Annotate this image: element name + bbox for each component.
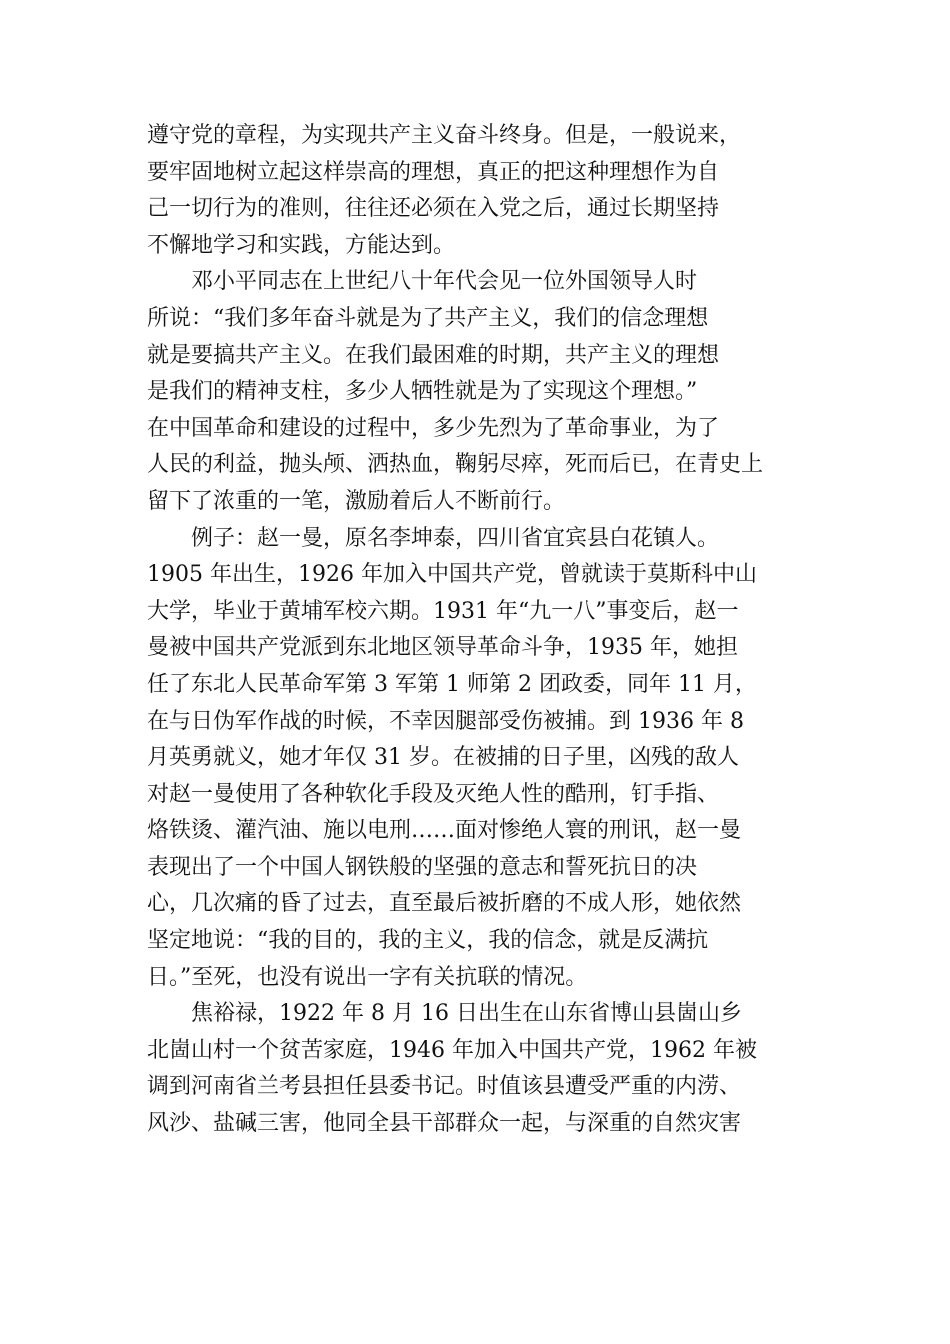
document-page	[147, 118, 807, 1143]
paragraph-1: 遵守党的章程，为实现共产主义奋斗终身。但是，一般说来， 要牢固地树立起这样崇高的理想，真正的把这种理想作为自 己一切行为的准则，往往还必须在入党之后，通过长期坚持 不懈地学习和实践，方能达到。	[147, 123, 742, 258]
paragraph-3: 例子：赵一曼，原名李坤泰，四川省宜宾县白花镇人。 1905 年出生，1926 年加入中国共产党，曾就读于莫斯科中山 大学，毕业于黄埔军校六期。1931 年“九一八”事变后，赵一 曼被中国共产党派到东北地区领导革命斗争，1935 年，她担 任了东北人民革命军第 3 军第 1 师第 2 团政委，同年 11 月， 在与日伪军作战的时候，不幸因腿部受伤被捕。到 1936 年 8 月英勇就义，她才年仅 31 岁。在被捕的日子里，凶残的敌人 对赵一曼使用了各种软化手段及灭绝人性的酷刑，钉手指、 烙铁烫、灌汽油、施以电刑……面对惨绝人寰的刑讯，赵一曼 表现出了一个中国人钢铁般的坚强的意志和誓死抗日的决 心，几次痛的昏了过去，直至最后被折磨的不成人形，她依然 坚定地说：“我的目的，我的主义，我的信念，就是反满抗 日。”至死，也没有说出一字有关抗联的情况。	[147, 525, 757, 990]
paragraph-2: 邓小平同志在上世纪八十年代会见一位外国领导人时 所说：“我们多年奋斗就是为了共产主义，我们的信念理想 就是要搞共产主义。在我们最困难的时期，共产主义的理想 是我们的精神支柱，多少人牺牲就是为了实现这个理想。” 在中国革命和建设的过程中，多少先烈为了革命事业，为了 人民的利益，抛头颅、洒热血，鞠躬尽瘁，死而后已，在青史上 留下了浓重的一笔，激励着后人不断前行。	[147, 269, 764, 514]
paragraph-4: 焦裕禄，1922 年 8 月 16 日出生在山东省博山县崮山乡 北崮山村一个贫苦家庭，1946 年加入中国共产党，1962 年被 调到河南省兰考县担任县委书记。时值该县遭受严重的内涝、 风沙、盐碱三害，他同全县干部群众一起，与深重的自然灾害	[147, 1001, 757, 1137]
